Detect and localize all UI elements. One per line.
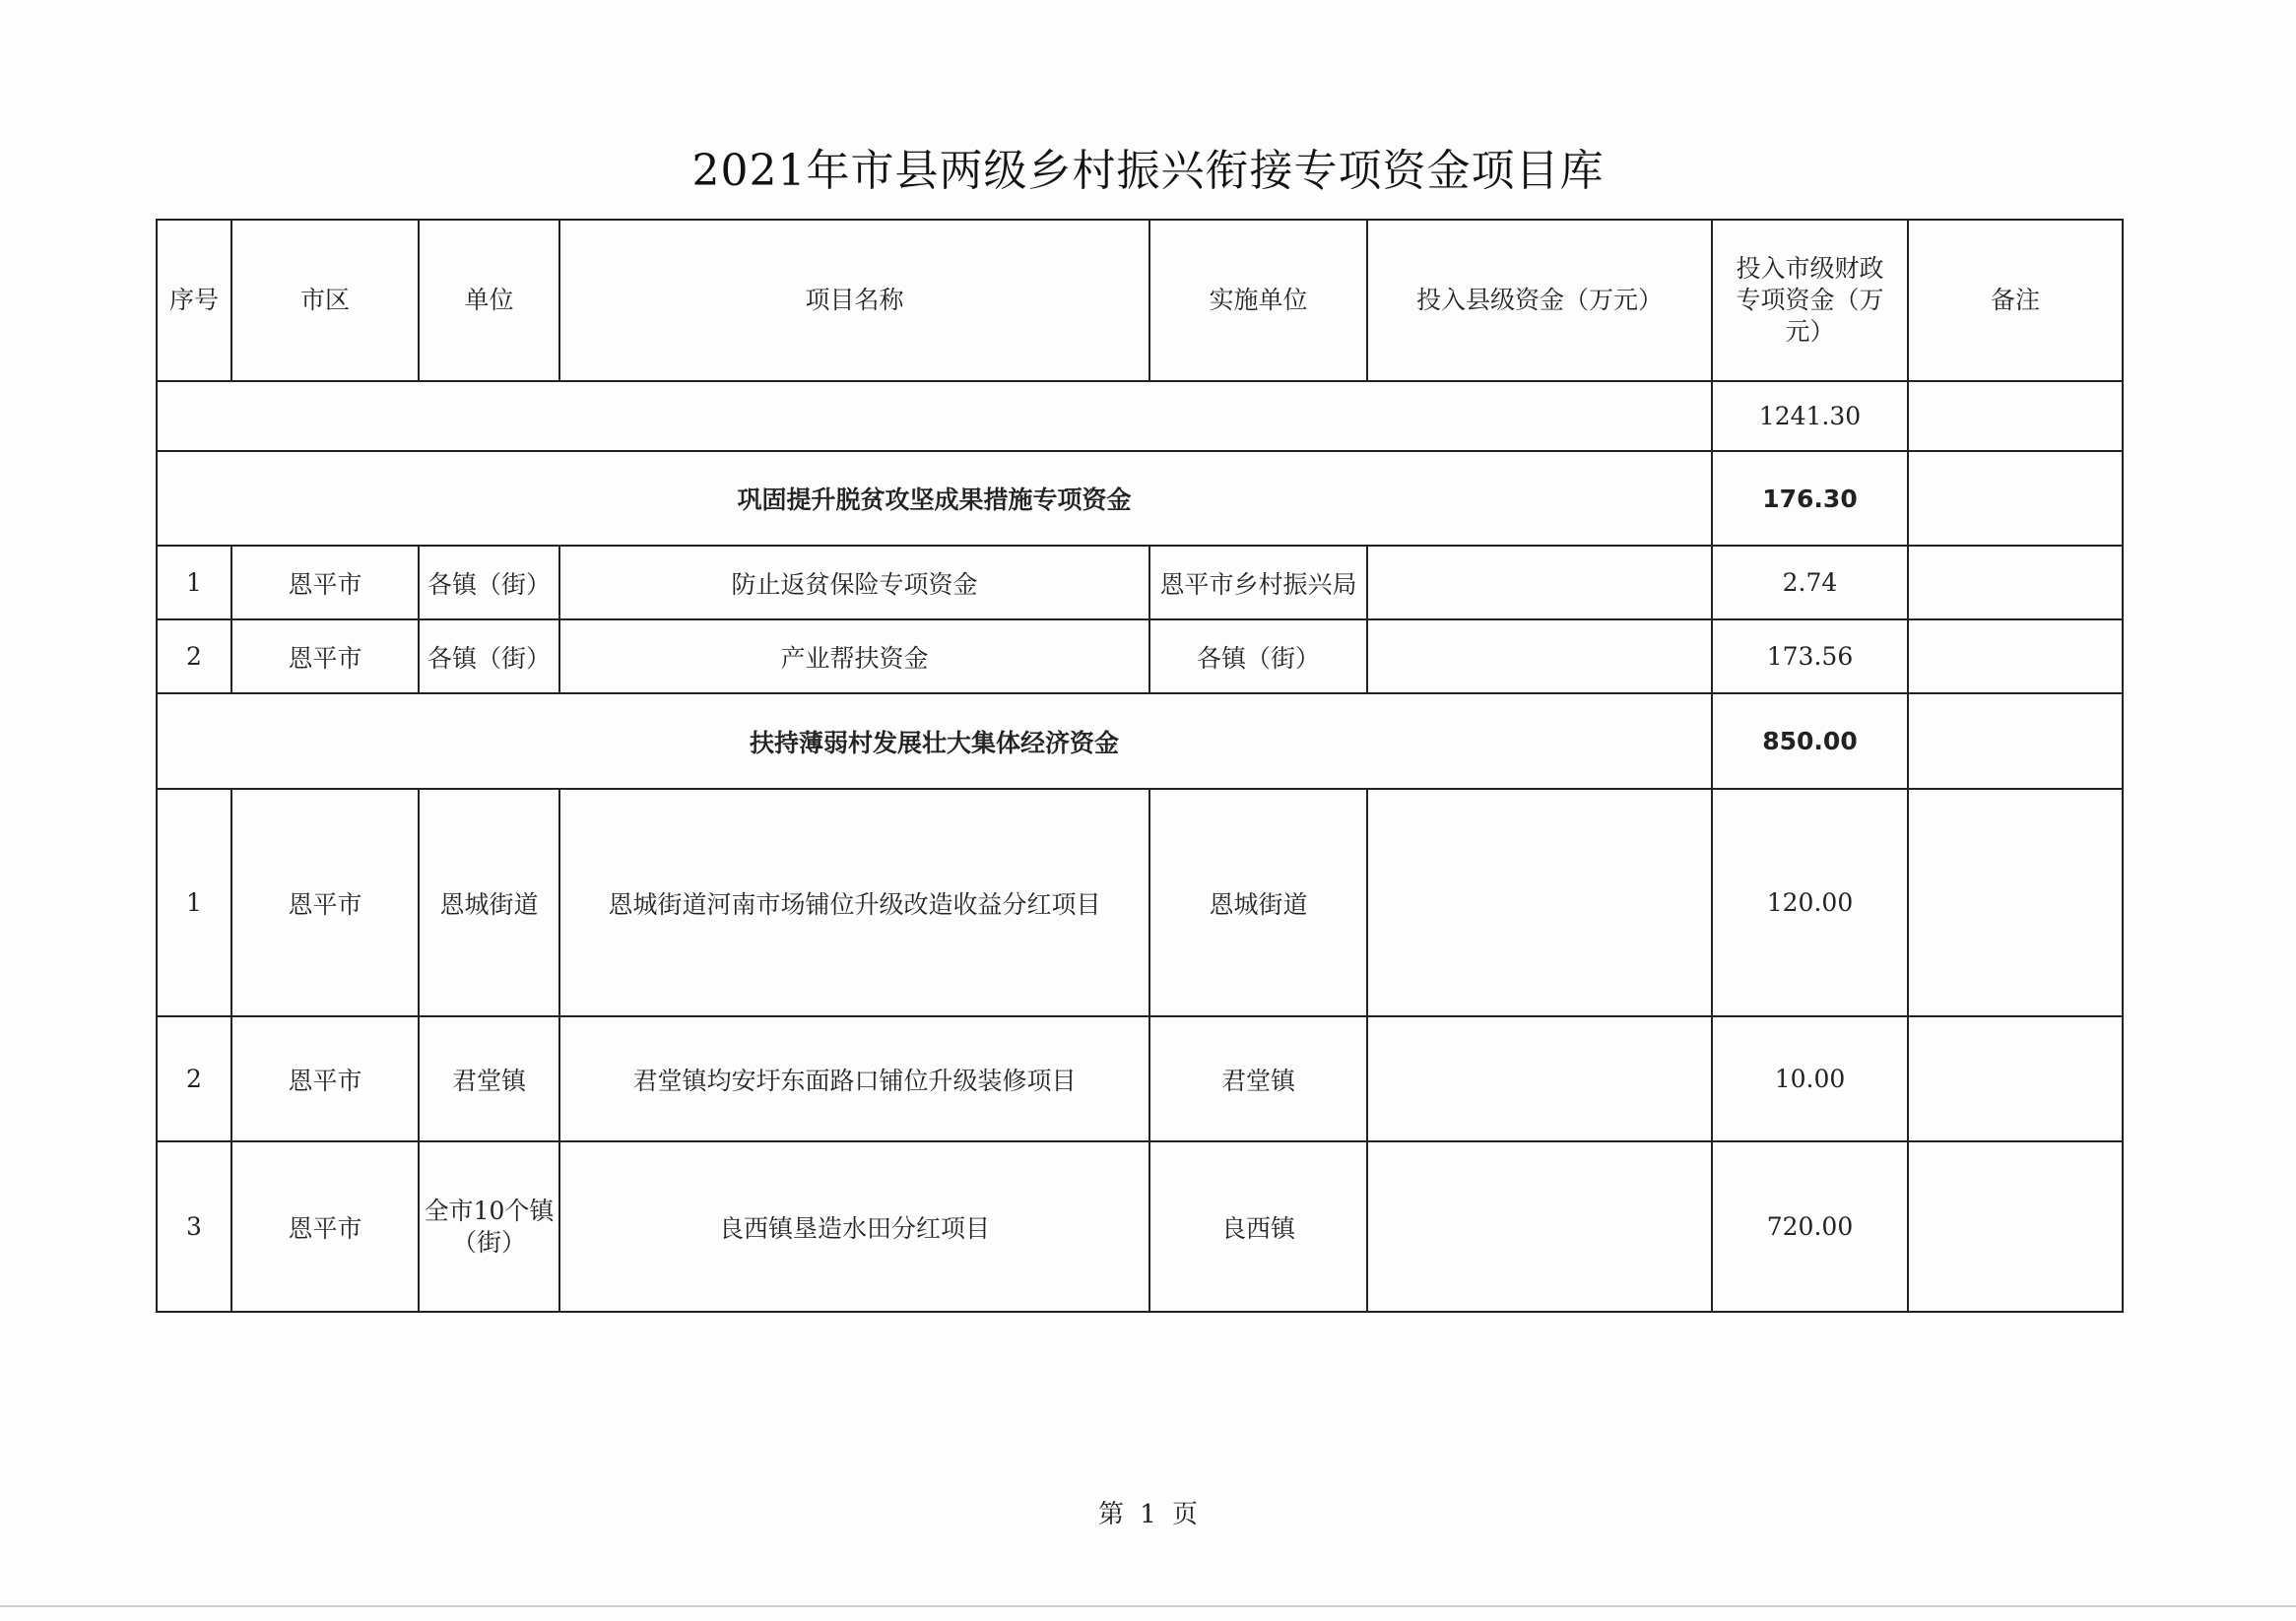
page-title: 2021年市县两级乡村振兴衔接专项资金项目库 (691, 146, 1605, 196)
row-district: 恩平市 (231, 1141, 419, 1312)
row-county-funds (1367, 1016, 1712, 1141)
row-county-funds (1367, 789, 1712, 1016)
total-label (157, 381, 1712, 451)
scan-edge-line (0, 1605, 2296, 1607)
section-amount: 176.30 (1712, 451, 1908, 546)
row-seq: 2 (157, 619, 231, 693)
row-seq: 2 (157, 1016, 231, 1141)
page-number: 第 1 页 (1097, 1500, 1199, 1529)
row-note (1908, 789, 2123, 1016)
header-county-funds: 投入县级资金（万元） (1367, 220, 1712, 381)
row-project: 产业帮扶资金 (559, 619, 1149, 693)
header-seq: 序号 (157, 220, 231, 381)
row-project: 良西镇垦造水田分红项目 (559, 1141, 1149, 1312)
row-project: 防止返贫保险专项资金 (559, 546, 1149, 619)
header-district: 市区 (231, 220, 419, 381)
table-row (157, 619, 2123, 693)
section-row (157, 693, 2123, 789)
row-district: 恩平市 (231, 546, 419, 619)
row-seq: 1 (157, 789, 231, 1016)
row-implementer: 各镇（街） (1149, 619, 1367, 693)
row-unit: 各镇（街） (419, 546, 559, 619)
row-city-funds: 720.00 (1712, 1141, 1908, 1312)
row-county-funds (1367, 1141, 1712, 1312)
project-table (156, 219, 2124, 1313)
row-unit: 恩城街道 (419, 789, 559, 1016)
row-implementer: 恩城街道 (1149, 789, 1367, 1016)
section-note (1908, 693, 2123, 789)
row-project: 恩城街道河南市场铺位升级改造收益分红项目 (559, 789, 1149, 1016)
table-row (157, 546, 2123, 619)
table-row (157, 1141, 2123, 1312)
row-city-funds: 2.74 (1712, 546, 1908, 619)
total-amount: 1241.30 (1712, 381, 1908, 451)
header-city-funds: 投入市级财政专项资金（万元） (1712, 220, 1908, 381)
table-row (157, 1016, 2123, 1141)
section-amount: 850.00 (1712, 693, 1908, 789)
table-row (157, 789, 2123, 1016)
section-label: 巩固提升脱贫攻坚成果措施专项资金 (157, 451, 1712, 546)
table-header-row (157, 220, 2123, 381)
row-note (1908, 1141, 2123, 1312)
section-row (157, 451, 2123, 546)
total-row (157, 381, 2123, 451)
row-note (1908, 546, 2123, 619)
row-unit: 君堂镇 (419, 1016, 559, 1141)
row-seq: 3 (157, 1141, 231, 1312)
row-implementer: 君堂镇 (1149, 1016, 1367, 1141)
row-district: 恩平市 (231, 619, 419, 693)
section-label: 扶持薄弱村发展壮大集体经济资金 (157, 693, 1712, 789)
row-county-funds (1367, 546, 1712, 619)
row-project: 君堂镇均安圩东面路口铺位升级装修项目 (559, 1016, 1149, 1141)
row-city-funds: 10.00 (1712, 1016, 1908, 1141)
header-project: 项目名称 (559, 220, 1149, 381)
row-implementer: 恩平市乡村振兴局 (1149, 546, 1367, 619)
row-district: 恩平市 (231, 789, 419, 1016)
row-seq: 1 (157, 546, 231, 619)
row-city-funds: 173.56 (1712, 619, 1908, 693)
row-unit: 各镇（街） (419, 619, 559, 693)
row-implementer: 良西镇 (1149, 1141, 1367, 1312)
header-implementer: 实施单位 (1149, 220, 1367, 381)
total-note (1908, 381, 2123, 451)
row-district: 恩平市 (231, 1016, 419, 1141)
section-note (1908, 451, 2123, 546)
row-unit: 全市10个镇（街） (419, 1141, 559, 1312)
row-county-funds (1367, 619, 1712, 693)
row-note (1908, 619, 2123, 693)
row-city-funds: 120.00 (1712, 789, 1908, 1016)
header-unit: 单位 (419, 220, 559, 381)
header-notes: 备注 (1908, 220, 2123, 381)
row-note (1908, 1016, 2123, 1141)
